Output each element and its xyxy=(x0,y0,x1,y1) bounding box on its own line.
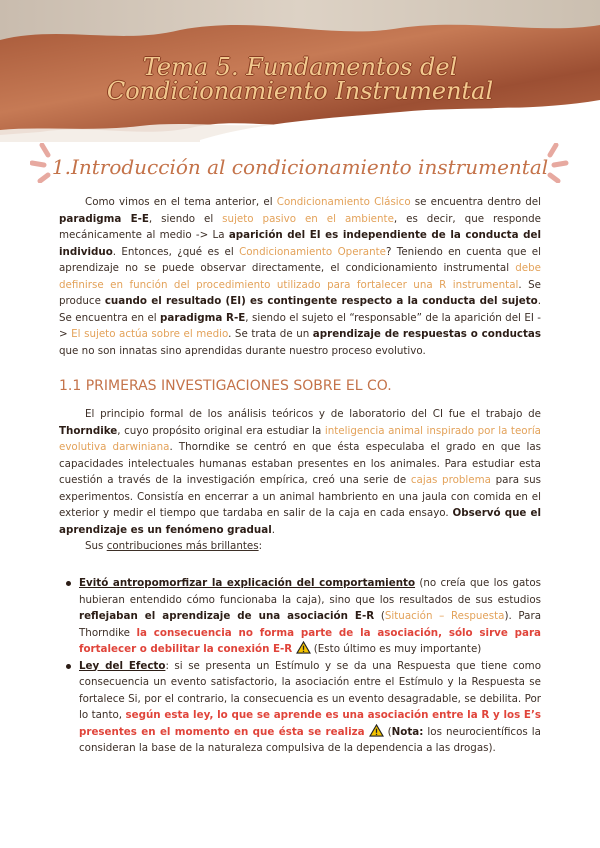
header-banner xyxy=(0,0,600,150)
list-item: Evitó antropomorfizar la explicación del comportamiento (no creía que los gatos hubieran entendido cómo funcionaba la caja), sino que los resultados de sus estudios reflejaban el aprendizaje de una asociación E-R (Situación – Respuesta). Para Thorndike la consecuencia no forma parte de la asociación, sólo sirve para fortalecer o debilitar la conexión E-R (Esto último es muy importante) xyxy=(79,575,541,658)
contributions-list xyxy=(79,575,541,757)
section-heading-introduction: 1.Introducción al condicionamiento instrumental xyxy=(51,155,549,179)
contributions-intro: Sus contribuciones más brillantes: xyxy=(85,540,263,552)
warning-icon xyxy=(296,641,311,654)
intro-paragraph: Como vimos en el tema anterior, el Condicionamiento Clásico se encuentra dentro del paradigma E-E, siendo el sujeto pasivo en el ambiente, es decir, que responde mecánicamente al medio -> La aparición del EI es independiente de la conducta del individuo. Entonces, ¿qué es el Condicionamiento Operante? Teniendo en cuenta que el aprendizaje no se puede observar directamente, el condicionamiento instrumental debe definirse en función del procedimiento utilizado para fortalecer una R instrumental. Se produce cuando el resultado (EI) es contingente respecto a la conducta del sujeto. Se encuentra en el paradigma R-E, siendo el sujeto el “responsable” de la aparición del EI -> El sujeto actúa sobre el medio. Se trata de un aprendizaje de respuestas o conductas que no son innatas sino aprendidas durante nuestro proceso evolutivo. xyxy=(59,196,541,357)
thorndike-paragraph: El principio formal de los análisis teóricos y de laboratorio del CI fue el trabajo de Thorndike, cuyo propósito original era estudiar la inteligencia animal inspirado por la teoría evolutiva darwiniana. Thorndike se centró en que ésta especulaba el grado en que las capacidades intelectuales humanas estaban presentes en los animales. Para estudiar esta cuestión a través de la investigación empírica, creó una serie de cajas problema para sus experimentos. Consistía en encerrar a un animal hambriento en una jaula con comida en el exterior y medir el tiempo que tardaba en salir de la caja en cada ensayo. Observó que el aprendizaje es un fenómeno gradual. xyxy=(59,408,542,536)
title-line-1: Tema 5. Fundamentos del xyxy=(142,53,458,81)
document-title xyxy=(0,55,600,103)
list-item: Ley del Efecto: si se presenta un Estímulo y se da una Respuesta que tiene como consecuencia un evento satisfactorio, la asociación entre el Estímulo y la Respuesta se fortalece Si, por el contrario, la consecuencia es un evento desagradable, se debilita. Por lo tanto, según esta ley, lo que se aprende es una asociación entre la R y los E’s presentes en el momento en que ésta se realiza (Nota: los neurocientíficos la consideran la base de la naturaleza compulsiva de la dependencia a las drogas). xyxy=(79,658,541,757)
title-line-2: Condicionamiento Instrumental xyxy=(106,77,494,105)
subsection-heading-first-investigations: 1.1 PRIMERAS INVESTIGACIONES SOBRE EL CO. xyxy=(59,378,392,394)
warning-icon xyxy=(369,724,384,737)
